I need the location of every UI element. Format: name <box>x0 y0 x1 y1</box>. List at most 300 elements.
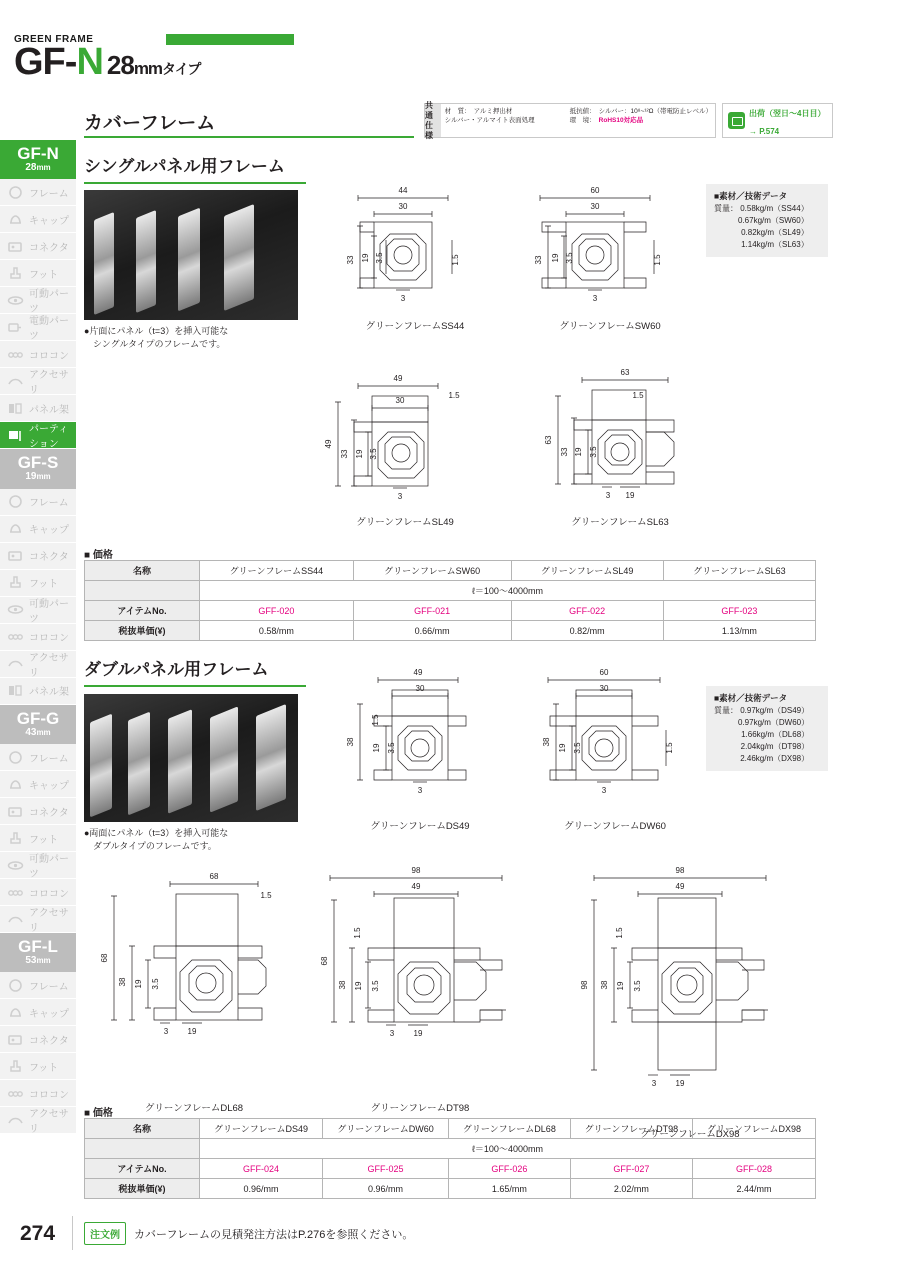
sidebar-item-label: キャップ <box>29 525 69 537</box>
row-label-item: アイテムNo. <box>85 601 200 621</box>
sidebar-item-label: フレーム <box>29 498 69 510</box>
table-row <box>85 1159 816 1179</box>
double-data-values <box>738 705 809 765</box>
figure-caption-sl63: グリーンフレームSL63 <box>571 517 669 528</box>
shipping-text <box>749 103 825 139</box>
sidebar-item-roller[interactable] <box>0 624 76 651</box>
sidebar-item-cap[interactable] <box>0 771 76 798</box>
svg-text:60: 60 <box>599 668 609 677</box>
cap-icon <box>7 777 24 792</box>
svg-text:3.5: 3.5 <box>633 980 642 992</box>
sidebar-item-frame[interactable] <box>0 744 76 771</box>
svg-text:30: 30 <box>590 202 600 211</box>
svg-text:3: 3 <box>592 294 598 303</box>
price-cell: 2.44/mm <box>693 1179 816 1199</box>
sidebar-item-roller[interactable] <box>0 341 76 368</box>
single-data-values <box>738 203 809 251</box>
row-label-name: 名称 <box>85 561 200 581</box>
svg-text:33: 33 <box>346 255 355 265</box>
sidebar-item-label: コロコン <box>29 633 69 645</box>
drawing-dl68 <box>80 862 300 1052</box>
shipping-box <box>722 103 833 138</box>
figure-caption-dx98: グリーンフレームDX98 <box>640 1129 740 1140</box>
cap-icon <box>7 212 24 227</box>
single-data-row: 0.58kg/m（SS44） <box>740 204 809 213</box>
figure-caption-dl68: グリーンフレームDL68 <box>144 1103 244 1114</box>
svg-text:49: 49 <box>675 882 685 891</box>
accessory-icon <box>7 374 24 389</box>
length-note: ℓ＝100〜4000mm <box>200 581 816 601</box>
drawing-ds49 <box>330 660 510 810</box>
foot-icon <box>7 831 24 846</box>
size-label <box>107 50 200 80</box>
spec-key: 環 境： <box>569 117 596 125</box>
sidebar-group-sub: 53mm <box>25 954 51 966</box>
svg-text:49: 49 <box>324 439 333 449</box>
svg-text:68: 68 <box>320 956 329 966</box>
sidebar-group-sub: 28mm <box>25 161 51 173</box>
foot-icon <box>7 575 24 590</box>
roller-icon <box>7 629 24 644</box>
svg-text:1.5: 1.5 <box>448 391 460 400</box>
double-frame-photo <box>84 694 298 822</box>
single-section-heading <box>84 152 306 184</box>
col-header: グリーンフレームSS44 <box>200 561 354 581</box>
sidebar-item-frame[interactable] <box>0 489 76 516</box>
sidebar-group-name: GF-N <box>17 144 59 163</box>
sidebar-item-roller[interactable] <box>0 879 76 906</box>
sidebar-item-label: コネクタ <box>29 242 69 254</box>
accessory-icon <box>7 1113 24 1128</box>
truck-icon <box>728 112 745 129</box>
col-header: グリーンフレームSW60 <box>353 561 511 581</box>
sidebar-item-cap[interactable] <box>0 516 76 543</box>
single-caption <box>84 325 228 351</box>
sidebar-item-label: フット <box>29 579 59 591</box>
single-data-row: 1.14kg/m（SL63） <box>741 240 809 249</box>
row-label-item: アイテムNo. <box>85 1159 200 1179</box>
table-row <box>85 581 816 601</box>
svg-text:19: 19 <box>675 1079 685 1088</box>
partition-icon <box>7 428 24 443</box>
col-header: グリーンフレームDS49 <box>200 1119 323 1139</box>
svg-text:49: 49 <box>393 374 403 383</box>
connector-icon <box>7 804 24 819</box>
price-cell: 1.65/mm <box>448 1179 570 1199</box>
brand-small: GREEN FRAME <box>14 34 94 45</box>
table-row <box>85 601 816 621</box>
sidebar-item-label: フット <box>29 1062 59 1074</box>
row-label-price: 税抜単価(¥) <box>85 621 200 641</box>
col-header: グリーンフレームDT98 <box>570 1119 692 1139</box>
double-data-title: ■素材／技術データ <box>714 693 788 703</box>
sidebar-item-label: パネル架 <box>29 687 69 699</box>
svg-text:38: 38 <box>600 980 609 990</box>
svg-text:19: 19 <box>551 253 560 263</box>
size-type: タイプ <box>162 61 201 77</box>
svg-text:3: 3 <box>605 491 611 500</box>
svg-text:19: 19 <box>625 491 635 500</box>
order-tag: 注文例 <box>84 1222 126 1245</box>
item-no: GFF-021 <box>353 601 511 621</box>
sidebar-item-label: アクセサリ <box>29 652 69 679</box>
svg-text:3.5: 3.5 <box>589 446 598 458</box>
svg-text:1.5: 1.5 <box>665 742 674 754</box>
svg-text:68: 68 <box>209 872 219 881</box>
svg-text:19: 19 <box>187 1027 197 1036</box>
sidebar-item-label: キャップ <box>29 1008 69 1020</box>
svg-text:63: 63 <box>544 435 553 445</box>
accessory-icon <box>7 656 24 671</box>
sidebar-group-gf-n[interactable] <box>0 140 76 179</box>
svg-text:38: 38 <box>542 737 551 747</box>
svg-text:3: 3 <box>389 1029 395 1038</box>
spec-value: シルバー・アルマイト表面処理 <box>444 117 535 125</box>
sidebar-item-foot[interactable] <box>0 570 76 597</box>
spec-value-rohs: RoHS10対応品 <box>598 117 644 125</box>
sidebar-item-foot[interactable] <box>0 1053 76 1080</box>
order-text: カバーフレームの見積発注方法はP.276を参照ください。 <box>134 1228 414 1241</box>
price-cell: 0.96/mm <box>200 1179 323 1199</box>
svg-text:98: 98 <box>411 866 421 875</box>
spec-col-material <box>445 107 570 137</box>
sidebar-item-accessory[interactable] <box>0 651 76 678</box>
svg-text:38: 38 <box>346 737 355 747</box>
price-cell: 2.02/mm <box>570 1179 692 1199</box>
svg-text:33: 33 <box>560 447 569 457</box>
item-no: GFF-022 <box>511 601 663 621</box>
svg-text:38: 38 <box>118 977 127 987</box>
sidebar-item-label: アクセサリ <box>29 908 69 935</box>
item-no: GFF-020 <box>200 601 354 621</box>
spec-label-line1: 共通 <box>425 100 433 120</box>
single-data-row: 0.67kg/m（SW60） <box>738 216 809 225</box>
price-cell: 0.58/mm <box>200 621 354 641</box>
double-data-row: 2.04kg/m（DT98） <box>740 742 810 751</box>
electric-parts-icon <box>7 320 24 335</box>
item-no: GFF-028 <box>693 1159 816 1179</box>
double-data-box <box>706 686 828 771</box>
sidebar-item-label: 電動パーツ <box>29 316 69 343</box>
double-data-row: 1.66kg/m（DL68） <box>741 730 810 739</box>
table-row <box>85 621 816 641</box>
svg-text:3.5: 3.5 <box>151 978 160 990</box>
svg-text:19: 19 <box>574 447 583 457</box>
svg-text:3.5: 3.5 <box>573 742 582 754</box>
drawing-dt98 <box>296 858 546 1058</box>
svg-text:3: 3 <box>651 1079 657 1088</box>
sidebar-item-label: コネクタ <box>29 552 69 564</box>
svg-text:30: 30 <box>415 684 425 693</box>
spec-value: シルバー：10⁸~¹²Ω（帯電防止レベル） <box>598 108 712 115</box>
sidebar-item-label: パネル架 <box>29 404 69 416</box>
row-label-name: 名称 <box>85 1119 200 1139</box>
col-header: グリーンフレームDW60 <box>322 1119 448 1139</box>
spec-value: アルミ押出材 <box>473 108 513 115</box>
sidebar-item-cap[interactable] <box>0 206 76 233</box>
price-cell: 1.13/mm <box>663 621 815 641</box>
double-price-table <box>84 1118 816 1199</box>
svg-text:38: 38 <box>338 980 347 990</box>
double-caption-line2: ダブルタイプのフレームです。 <box>84 841 217 852</box>
sidebar-item-label: フット <box>29 834 59 846</box>
sidebar-item-frame[interactable] <box>0 179 76 206</box>
sidebar-item-accessory[interactable] <box>0 368 76 395</box>
single-price-table <box>84 560 816 641</box>
sidebar-item-label: キャップ <box>29 780 69 792</box>
svg-text:44: 44 <box>398 186 408 195</box>
foot-icon <box>7 1059 24 1074</box>
svg-text:30: 30 <box>599 684 609 693</box>
sidebar-group-sub: 19mm <box>25 471 51 483</box>
sidebar-item-label: コロコン <box>29 350 69 362</box>
svg-text:3: 3 <box>397 492 403 501</box>
figure-caption-sw60: グリーンフレームSW60 <box>559 321 661 332</box>
svg-text:3.5: 3.5 <box>375 252 384 264</box>
sidebar <box>0 140 76 1134</box>
spec-key: 材 質： <box>444 108 471 115</box>
svg-text:98: 98 <box>675 866 685 875</box>
double-data-row: 2.46kg/m（DX98） <box>740 754 810 763</box>
svg-text:19: 19 <box>616 981 625 991</box>
panel-icon <box>7 401 24 416</box>
panel-icon <box>7 683 24 698</box>
movable-parts-icon <box>7 858 24 873</box>
svg-text:19: 19 <box>558 743 567 753</box>
connector-icon <box>7 548 24 563</box>
svg-text:60: 60 <box>590 186 600 195</box>
row-label-length <box>85 1139 200 1159</box>
svg-text:1.5: 1.5 <box>260 891 272 900</box>
sidebar-item-label: アクセサリ <box>29 370 69 397</box>
sidebar-item-label: コネクタ <box>29 1035 69 1047</box>
row-label-length <box>85 581 200 601</box>
sidebar-item-label: フレーム <box>29 188 69 200</box>
movable-parts-icon <box>7 293 24 308</box>
double-data-row: 0.97kg/m（DS49） <box>740 706 810 715</box>
double-heading-bar <box>84 685 306 687</box>
single-heading-text: シングルパネル用フレーム <box>84 157 285 176</box>
figure-caption-dt98: グリーンフレームDT98 <box>370 1103 470 1114</box>
svg-text:19: 19 <box>354 981 363 991</box>
sidebar-item-label: コロコン <box>29 888 69 900</box>
svg-text:19: 19 <box>361 253 370 263</box>
single-frame-photo <box>84 190 298 320</box>
sidebar-item-movable-parts[interactable] <box>0 852 76 879</box>
svg-text:3.5: 3.5 <box>371 980 380 992</box>
order-note <box>84 1222 413 1245</box>
length-note: ℓ＝100〜4000mm <box>200 1139 816 1159</box>
svg-text:33: 33 <box>534 255 543 265</box>
table-row <box>85 1139 816 1159</box>
sidebar-item-label: コロコン <box>29 1089 69 1101</box>
connector-icon <box>7 1032 24 1047</box>
single-data-title: ■素材／技術データ <box>714 191 788 201</box>
spec-key: 抵抗値： <box>569 108 596 115</box>
sidebar-item-label: 可動パーツ <box>29 598 69 625</box>
sidebar-item-cap[interactable] <box>0 999 76 1026</box>
sidebar-item-label: 可動パーツ <box>29 854 69 881</box>
sidebar-item-label: アクセサリ <box>29 1109 69 1136</box>
roller-icon <box>7 1086 24 1101</box>
svg-text:1.5: 1.5 <box>451 254 460 266</box>
frame-icon <box>7 750 24 765</box>
spec-label-line2: 仕様 <box>425 120 433 140</box>
title-rule <box>84 136 414 138</box>
sidebar-group-sub: 43mm <box>25 726 51 738</box>
figure-caption-ds49: グリーンフレームDS49 <box>370 821 470 832</box>
price-cell: 0.96/mm <box>322 1179 448 1199</box>
spec-body <box>441 104 715 137</box>
svg-text:3: 3 <box>400 294 406 303</box>
svg-text:19: 19 <box>413 1029 423 1038</box>
figure-caption-ss44: グリーンフレームSS44 <box>365 321 465 332</box>
frame-icon <box>7 494 24 509</box>
single-price-heading: ■ 価格 <box>84 550 113 561</box>
price-cell: 0.82/mm <box>511 621 663 641</box>
item-no: GFF-023 <box>663 601 815 621</box>
spec-col-resistance <box>570 107 712 137</box>
brand-n: N <box>76 41 103 83</box>
page-title: カバーフレーム <box>84 113 216 134</box>
svg-text:19: 19 <box>372 743 381 753</box>
item-no: GFF-027 <box>570 1159 692 1179</box>
sidebar-item-label: フレーム <box>29 981 69 993</box>
drawing-ss44 <box>330 178 500 318</box>
drawing-dw60 <box>520 660 710 810</box>
sidebar-group-name: GF-G <box>16 708 60 728</box>
sidebar-group-name: GF-S <box>17 453 59 473</box>
sidebar-item-label: コネクタ <box>29 807 69 819</box>
sidebar-item-accessory[interactable] <box>0 1107 76 1134</box>
spec-label <box>425 100 441 140</box>
col-header: グリーンフレームDX98 <box>693 1119 816 1139</box>
figure-caption-dw60: グリーンフレームDW60 <box>564 821 666 832</box>
double-caption-line1: ●両面にパネル（t=3）を挿入可能な <box>84 828 229 838</box>
sidebar-item-connector[interactable] <box>0 543 76 570</box>
single-data-row: 0.82kg/m（SL49） <box>741 228 809 237</box>
sidebar-group-gf-l[interactable] <box>0 933 76 972</box>
header-green-bar <box>166 34 294 45</box>
svg-text:30: 30 <box>395 396 405 405</box>
svg-text:1.5: 1.5 <box>615 927 624 939</box>
sidebar-item-label: フット <box>29 269 59 281</box>
item-no: GFF-026 <box>448 1159 570 1179</box>
double-data-label: 質量： <box>714 706 738 715</box>
svg-text:1.5: 1.5 <box>353 927 362 939</box>
sidebar-item-label: キャップ <box>29 215 69 227</box>
sidebar-item-movable-parts[interactable] <box>0 597 76 624</box>
svg-text:3: 3 <box>163 1027 169 1036</box>
single-data-label: 質量： <box>714 204 738 213</box>
svg-text:33: 33 <box>340 449 349 459</box>
accessory-icon <box>7 912 24 927</box>
sidebar-item-panel[interactable] <box>0 678 76 705</box>
svg-text:49: 49 <box>411 882 421 891</box>
brand-gf: GF- <box>14 41 77 83</box>
figure-caption-sl49: グリーンフレームSL49 <box>356 517 454 528</box>
foot-icon <box>7 266 24 281</box>
shipping-line1: 出荷（翌日〜4日目） <box>749 108 826 118</box>
drawing-dx98 <box>558 858 818 1108</box>
sidebar-item-roller[interactable] <box>0 1080 76 1107</box>
svg-text:3.5: 3.5 <box>387 742 396 754</box>
single-heading-bar <box>84 182 306 184</box>
sidebar-item-frame[interactable] <box>0 972 76 999</box>
double-price-heading: ■ 価格 <box>84 1108 113 1119</box>
svg-text:49: 49 <box>413 668 423 677</box>
svg-text:19: 19 <box>134 979 143 989</box>
svg-text:3.5: 3.5 <box>565 252 574 264</box>
svg-text:98: 98 <box>580 980 589 990</box>
footer-divider <box>72 1216 73 1250</box>
svg-text:3: 3 <box>601 786 607 795</box>
svg-text:68: 68 <box>100 953 109 963</box>
svg-text:3: 3 <box>417 786 423 795</box>
double-section-heading <box>84 655 306 687</box>
sidebar-item-connector[interactable] <box>0 233 76 260</box>
col-header: グリーンフレームDL68 <box>448 1119 570 1139</box>
common-spec-box <box>424 100 716 140</box>
size-value: 28 <box>106 50 134 80</box>
svg-text:30: 30 <box>398 202 408 211</box>
svg-text:3.5: 3.5 <box>369 448 378 460</box>
row-label-price: 税抜単価(¥) <box>85 1179 200 1199</box>
double-data-row: 0.97kg/m（DW60） <box>738 718 810 727</box>
brand-main <box>14 41 201 83</box>
item-no: GFF-025 <box>322 1159 448 1179</box>
single-caption-line2: シングルタイプのフレームです。 <box>84 339 226 350</box>
cap-icon <box>7 1005 24 1020</box>
drawing-sl63 <box>520 358 720 518</box>
sidebar-item-panel[interactable] <box>0 395 76 422</box>
single-data-box <box>706 184 828 257</box>
frame-icon <box>7 978 24 993</box>
sidebar-group-gf-s[interactable] <box>0 449 76 488</box>
svg-text:1.5: 1.5 <box>371 714 380 726</box>
sidebar-item-movable-parts[interactable] <box>0 287 76 314</box>
double-caption <box>84 827 228 853</box>
roller-icon <box>7 347 24 362</box>
page-number: 274 <box>20 1222 56 1245</box>
movable-parts-icon <box>7 602 24 617</box>
sidebar-item-accessory[interactable] <box>0 906 76 933</box>
col-header: グリーンフレームSL63 <box>663 561 815 581</box>
sidebar-item-label: フレーム <box>29 753 69 765</box>
table-row <box>85 1179 816 1199</box>
frame-icon <box>7 185 24 200</box>
table-row <box>85 561 816 581</box>
svg-text:19: 19 <box>355 449 364 459</box>
sidebar-item-partition[interactable] <box>0 422 76 449</box>
single-caption-line1: ●片面にパネル（t=3）を挿入可能な <box>84 326 229 336</box>
sidebar-item-electric-parts[interactable] <box>0 314 76 341</box>
svg-text:1.5: 1.5 <box>632 391 644 400</box>
item-no: GFF-024 <box>200 1159 323 1179</box>
price-cell: 0.66/mm <box>353 621 511 641</box>
size-unit: mm <box>133 59 163 78</box>
sidebar-item-foot[interactable] <box>0 825 76 852</box>
cap-icon <box>7 521 24 536</box>
sidebar-group-name: GF-L <box>18 937 58 957</box>
shipping-line2: → P.574 <box>749 126 780 136</box>
drawing-sl49 <box>310 368 500 518</box>
sidebar-group-gf-g[interactable] <box>0 705 76 744</box>
sidebar-item-connector[interactable] <box>0 1026 76 1053</box>
sidebar-item-foot[interactable] <box>0 260 76 287</box>
sidebar-item-label: 可動パーツ <box>29 289 69 316</box>
sidebar-item-connector[interactable] <box>0 798 76 825</box>
